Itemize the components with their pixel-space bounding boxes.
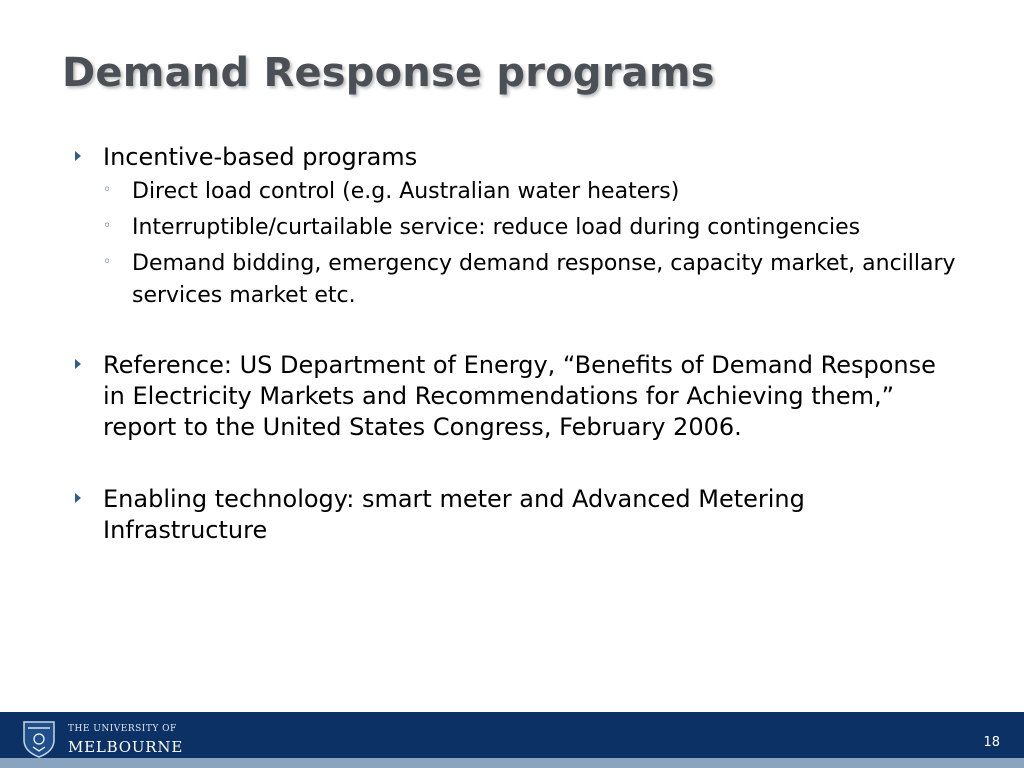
circle-bullet-icon: ◦ <box>103 182 112 198</box>
crest-icon <box>22 720 56 758</box>
triangle-bullet-icon <box>75 493 81 503</box>
triangle-bullet-icon <box>75 151 81 161</box>
logo-text-large: MELBOURNE <box>68 738 184 756</box>
university-logo <box>18 720 184 760</box>
sub-bullet-text: Direct load control (e.g. Australian water heaters) <box>132 179 680 204</box>
sub-bullet-text: Demand bidding, emergency demand response, capacity market, ancillary services market etc. <box>132 251 956 308</box>
bullet-text: Reference: US Department of Energy, “Benefits of Demand Response in Electricity Markets and Recommendations for Achieving them,” report to the United States Congress, February 2006. <box>103 351 936 441</box>
circle-bullet-icon: ◦ <box>103 254 112 270</box>
bullet-text: Incentive-based programs <box>103 143 418 171</box>
circle-bullet-icon: ◦ <box>103 218 112 234</box>
logo-text-small: THE UNIVERSITY OF <box>68 724 177 734</box>
triangle-bullet-icon <box>75 359 81 369</box>
sub-bullet-text: Interruptible/curtailable service: reduce load during contingencies <box>132 215 861 240</box>
slide-title: Demand Response programs <box>62 50 715 96</box>
page-number: 18 <box>983 735 1000 750</box>
bullet-text: Enabling technology: smart meter and Advanced Metering Infrastructure <box>103 485 805 544</box>
